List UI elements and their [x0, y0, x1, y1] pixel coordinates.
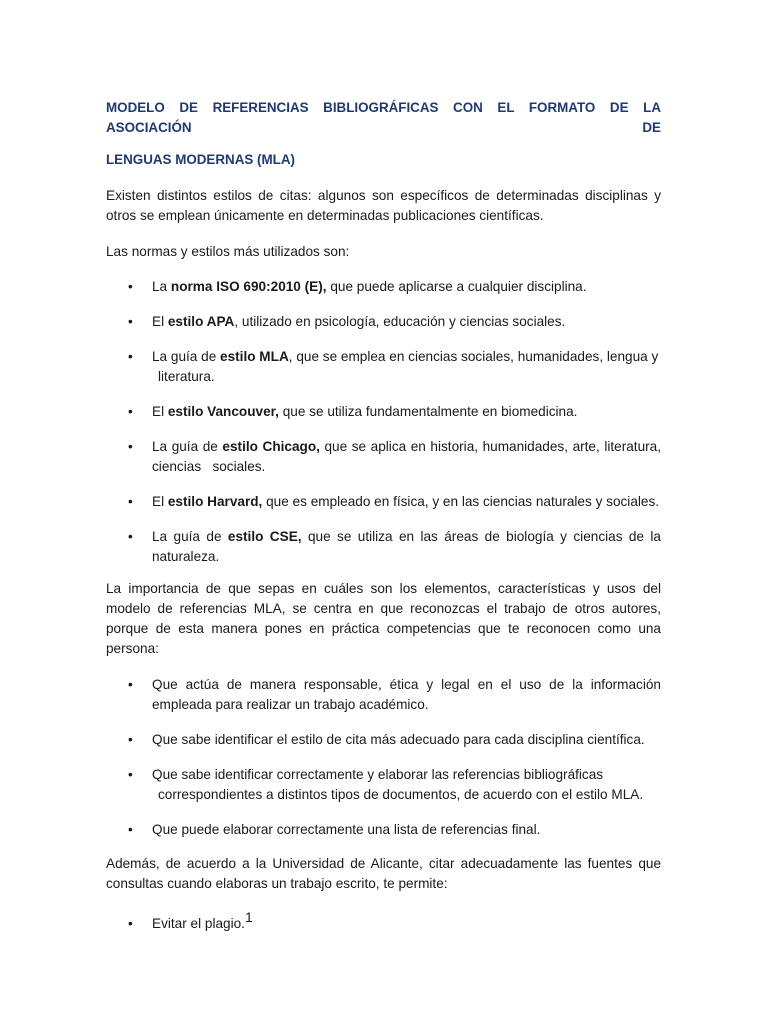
list-item: • La norma ISO 690:2010 (E), que puede aplicarse a cualquier disciplina. — [106, 277, 661, 297]
title-line-2: LENGUAS MODERNAS (MLA) — [106, 152, 295, 167]
style-name: estilo CSE, — [227, 529, 302, 544]
bullet-icon: • — [128, 732, 133, 747]
bullet-icon: • — [128, 916, 133, 931]
citation-styles-list — [106, 277, 665, 567]
bullet-icon: • — [128, 822, 133, 837]
list-item: • Que sabe identificar correctamente y elaborar las referencias bibliográficas correspondientes a distintos tipos de documentos, de acuerdo con el estilo MLA. — [106, 765, 661, 805]
bullet-icon: • — [128, 279, 133, 294]
bullet-icon: • — [128, 404, 133, 419]
benefits-list — [106, 909, 661, 934]
style-name: estilo Chicago, — [222, 439, 320, 454]
bullet-icon: • — [128, 767, 133, 782]
style-name: estilo MLA — [220, 349, 289, 364]
style-name: estilo Vancouver, — [167, 404, 279, 419]
style-name: estilo Harvard, — [167, 494, 263, 509]
ademas-paragraph: Además, de acuerdo a la Universidad de Alicante, citar adecuadamente las fuentes que consultas cuando elaboras un trabajo escrito, te permite: — [106, 856, 661, 891]
intro-paragraph: Existen distintos estilos de citas: algunos son específicos de determinadas disciplinas y otros se emplean únicamente en determinadas publicaciones científicas. — [106, 188, 661, 223]
styles-lead-paragraph: Las normas y estilos más utilizados son: — [106, 244, 350, 259]
style-name: estilo APA — [167, 314, 235, 329]
list-item: • El estilo Vancouver, que se utiliza fundamentalmente en biomedicina. — [106, 402, 661, 422]
bullet-icon: • — [128, 677, 133, 692]
list-item: • La guía de estilo CSE, que se utiliza en las áreas de biología y ciencias de la naturaleza. — [128, 529, 661, 564]
bullet-icon: • — [128, 494, 133, 509]
list-item: • La guía de estilo Chicago, que se aplica en historia, humanidades, arte, literatura, ciencias sociales. — [128, 439, 665, 474]
list-item-continuation: correspondientes a distintos tipos de documentos, de acuerdo con el estilo MLA. — [158, 787, 644, 802]
list-item: • Que puede elaborar correctamente una lista de referencias final. — [106, 820, 661, 840]
list-item: • Evitar el plagio.$^1$ — [106, 914, 661, 934]
importance-paragraph: La importancia de que sepas en cuáles son los elementos, características y usos del modelo de referencias MLA, se centra en que reconozcas el trabajo de otros autores, porque de esta manera pones en práctica competencias que te reconocen como una persona: — [106, 581, 661, 656]
bullet-icon: • — [128, 314, 133, 329]
footnote-marker: 1 — [244, 909, 253, 925]
bullet-icon: • — [128, 349, 133, 364]
list-item: • Que actúa de manera responsable, ética y legal en el uso de la información empleada para realizar un trabajo académico. — [128, 677, 661, 712]
list-item-continuation: literatura. — [158, 369, 215, 384]
list-item: • El estilo APA, utilizado en psicología, educación y ciencias sociales. — [106, 312, 661, 332]
bullet-icon: • — [128, 439, 133, 454]
document-title — [106, 98, 661, 170]
bullet-icon: • — [128, 529, 133, 544]
list-item: • La guía de estilo MLA, que se emplea en ciencias sociales, humanidades, lengua y literatura. — [106, 347, 661, 387]
document-page — [106, 98, 665, 949]
competencies-list — [106, 675, 661, 840]
style-name: norma ISO 690:2010 (E), — [170, 279, 327, 294]
list-item: • El estilo Harvard, que es empleado en física, y en las ciencias naturales y sociales. — [106, 492, 661, 512]
list-item: • Que sabe identificar el estilo de cita más adecuado para cada disciplina científica. — [106, 730, 661, 750]
title-line-1: MODELO DE REFERENCIAS BIBLIOGRÁFICAS CON EL FORMATO DE LA ASOCIACIÓN DE — [106, 100, 661, 135]
